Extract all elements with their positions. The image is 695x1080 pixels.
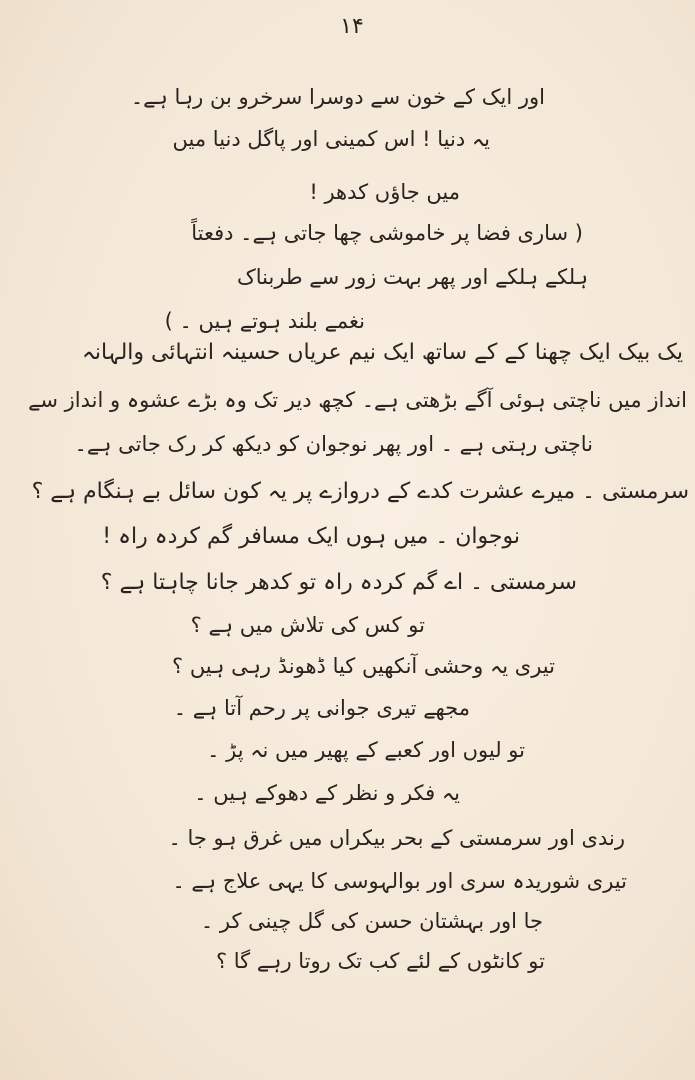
text-line: یہ دنیا ! اس کمینی اور پاگل دنیا میں [172,127,490,151]
text-line: ہلکے ہلکے اور پھر بہت زور سے طربناک [236,265,588,289]
dialogue-sarmasti: سرمستی ۔ میرے عشرت کدے کے دروازے پر یہ کون سائل بے ہنگام ہے ؟ [31,479,689,504]
text-line: مجھے تیری جوانی پر رحم آتا ہے ۔ [173,696,470,720]
text-line: انداز میں ناچتی ہوئی آگے بڑھتی ہے۔ کچھ دیر تک وہ بڑے عشوہ و انداز سے [28,388,687,412]
text-line: تو کانٹوں کے لئے کب تک روتا رہے گا ؟ [215,949,545,973]
text-line: تو لیوں اور کعبے کے پھیر میں نہ پڑ ۔ [207,738,525,762]
text-line: تیری شوریدہ سری اور بوالہوسی کا یہی علاج ہے ۔ [172,869,627,893]
text-line: تو کس کی تلاش میں ہے ؟ [190,613,425,637]
dialogue-naujawan: نوجوان ۔ میں ہوں ایک مسافر گم کردہ راہ ! [102,524,520,549]
text-line: تیری یہ وحشی آنکھیں کیا ڈھونڈ رہی ہیں ؟ [172,654,555,678]
text-line: میں جاؤں کدھر ! [309,180,460,204]
dialogue-sarmasti: سرمستی ۔ اے گم کردہ راہ تو کدھر جانا چاہتا ہے ؟ [100,570,577,595]
text-line: نغمے بلند ہوتے ہیں ۔ ) [164,309,365,333]
text-line: یہ فکر و نظر کے دھوکے ہیں ۔ [194,781,460,805]
text-line: جا اور بہشتان حسن کی گل چینی کر ۔ [200,909,543,933]
stage-direction-line: یک بیک ایک چھنا کے کے ساتھ ایک نیم عریاں حسینہ انتہائی والہانہ [81,340,683,365]
text-line: اور ایک کے خون سے دوسرا سرخرو بن رہا ہے۔ [130,85,545,109]
text-line: رندی اور سرمستی کے بحر بیکراں میں غرق ہو جا ۔ [168,826,625,850]
text-line: ( ساری فضا پر خاموشی چھا جاتی ہے۔ دفعتاً [191,221,583,245]
text-line: ناچتی رہتی ہے ۔ اور پھر نوجوان کو دیکھ کر رک جاتی ہے۔ [74,432,593,456]
page-number: ۱۴ [340,14,364,39]
